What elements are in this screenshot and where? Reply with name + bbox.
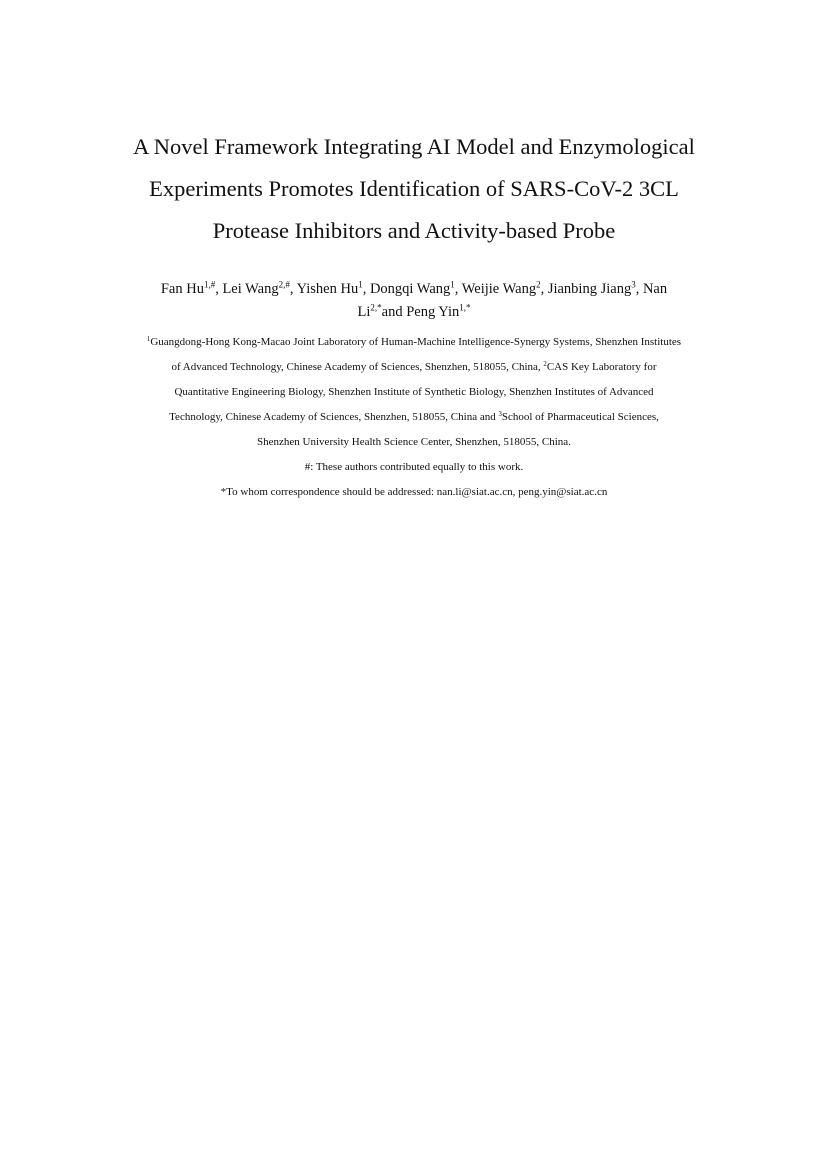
author-name: Weijie Wang (461, 281, 537, 297)
author-line-1 (100, 278, 728, 301)
author-name: Peng Yin (406, 304, 460, 320)
author-affiliation-mark: 2,# (278, 279, 290, 290)
author-name-continued: Li (357, 304, 371, 320)
author-affiliation-mark: 1 (358, 279, 363, 290)
author-affiliation-mark: 2 (536, 279, 541, 290)
affiliation-text: CAS Key Laboratory for (546, 361, 657, 373)
author-separator: , (289, 281, 297, 297)
affiliation-mark: 2 (543, 360, 547, 368)
title-line-2: Experiments Promotes Identification of SARS-CoV-2 3CL (149, 176, 679, 201)
author-line-2 (100, 301, 728, 324)
author-separator: and (381, 304, 407, 320)
affiliation-mark: 3 (498, 410, 502, 418)
affiliation-line-4 (100, 405, 728, 430)
author-separator: , (215, 281, 223, 297)
author-name: Yishen Hu (296, 281, 359, 297)
author-affiliation-mark: 1,* (459, 302, 471, 313)
paper-title (100, 126, 728, 252)
author-separator: , (454, 281, 462, 297)
author-separator: , (635, 281, 643, 297)
affiliation-line-3: Quantitative Engineering Biology, Shenzhen Institute of Synthetic Biology, Shenzhen Institutes of Advanced (174, 386, 654, 398)
author-name: Jianbing Jiang (547, 281, 632, 297)
author-separator: , (362, 281, 370, 297)
affiliation-line-2 (100, 355, 728, 380)
author-name: Fan Hu (160, 281, 204, 297)
affiliation-text: of Advanced Technology, Chinese Academy of Sciences, Shenzhen, 518055, China, (171, 361, 544, 373)
affiliation-text: School of Pharmaceutical Sciences, (501, 411, 659, 423)
author-affiliation-mark: 2,* (370, 302, 382, 313)
affiliation-line-1 (100, 330, 728, 355)
title-line-1: A Novel Framework Integrating AI Model and Enzymological (133, 134, 695, 159)
equal-contribution-note: #: These authors contributed equally to this work. (304, 461, 524, 473)
author-affiliation-mark: 1,# (203, 279, 216, 290)
author-list (100, 278, 728, 324)
affiliation-line-5: Shenzhen University Health Science Center, Shenzhen, 518055, China. (257, 436, 571, 448)
title-line-3: Protease Inhibitors and Activity-based Probe (212, 218, 616, 243)
author-affiliation-mark: 1 (450, 279, 455, 290)
author-separator: , (540, 281, 548, 297)
author-name: Nan (642, 281, 668, 297)
author-affiliation-mark: 3 (631, 279, 636, 290)
affiliations (100, 330, 728, 505)
author-name: Dongqi Wang (369, 281, 451, 297)
author-name: Lei Wang (222, 281, 279, 297)
affiliation-text: Guangdong-Hong Kong-Macao Joint Laboratory of Human-Machine Intelligence-Synergy Systems, Shenzhen Institutes (150, 336, 682, 348)
correspondence-note: *To whom correspondence should be addressed: nan.li@siat.ac.cn, peng.yin@siat.ac.cn (220, 486, 608, 498)
affiliation-text: Technology, Chinese Academy of Sciences, Shenzhen, 518055, China and (169, 411, 499, 423)
affiliation-mark: 1 (146, 335, 151, 343)
